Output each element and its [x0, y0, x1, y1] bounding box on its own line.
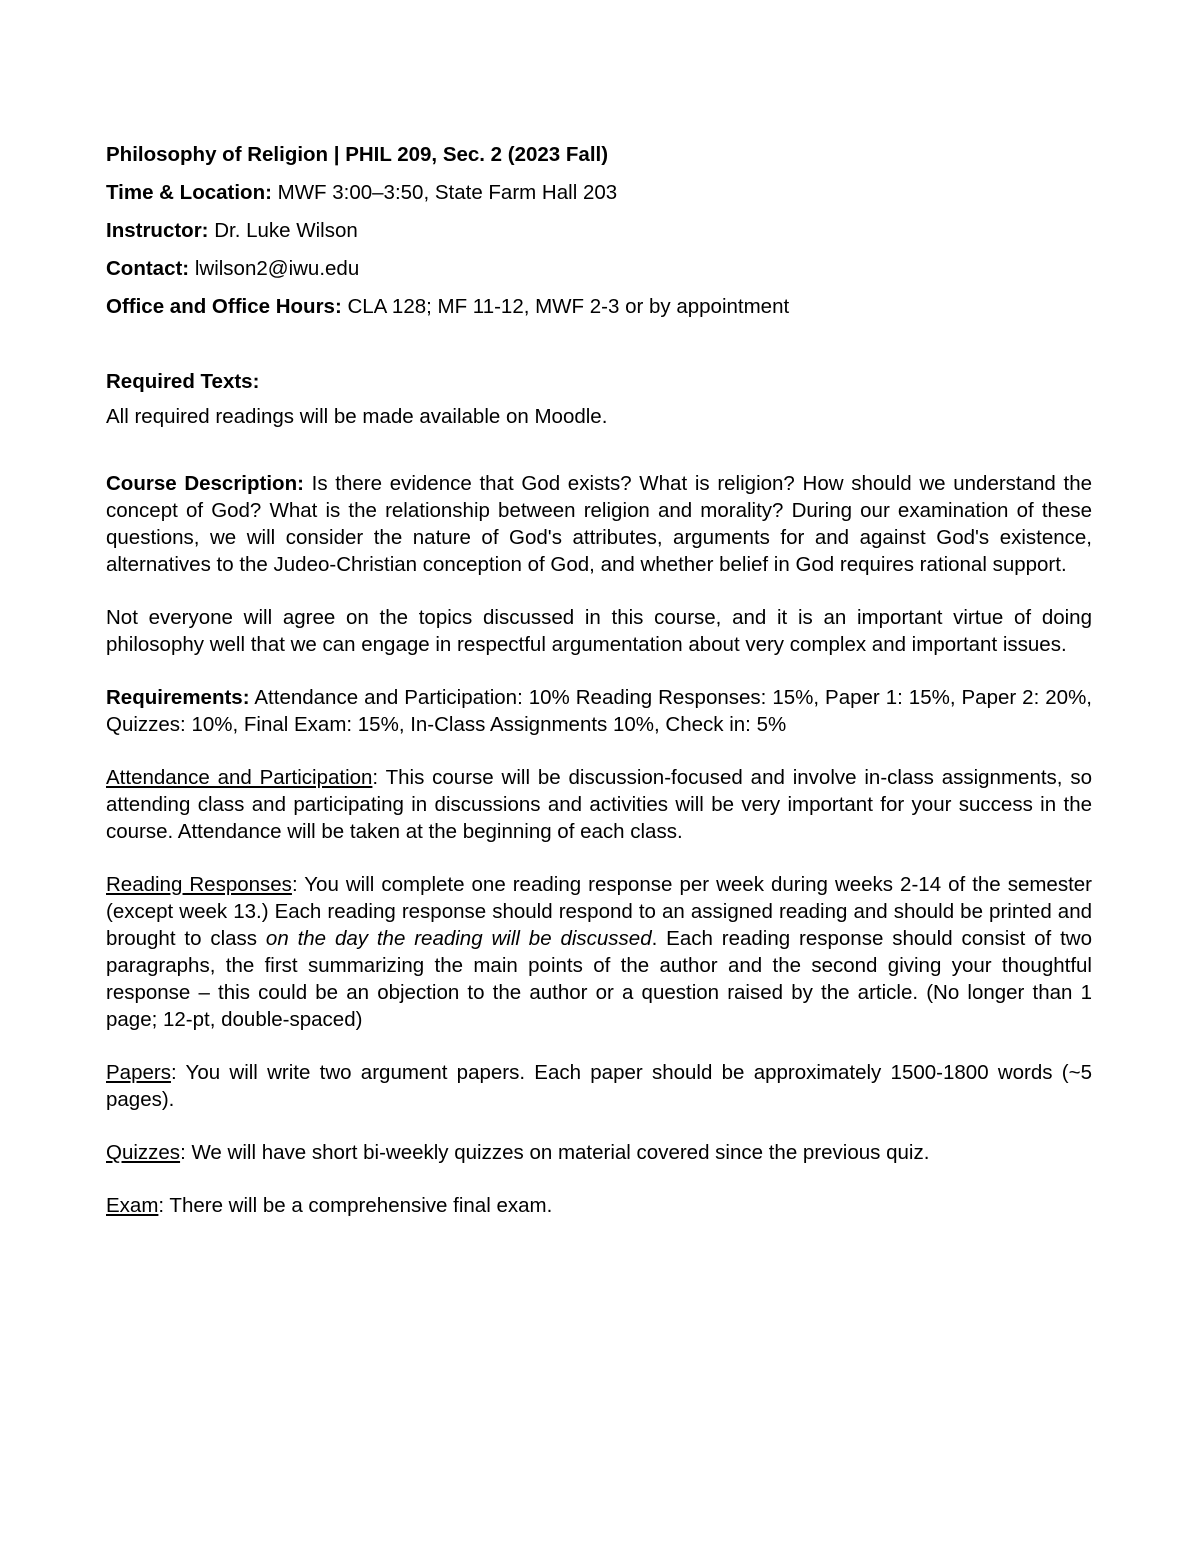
time-location-line: [106, 179, 1092, 206]
requirements-text: Attendance and Participation: 10% Reading Responses: 15%, Paper 1: 15%, Paper 2: 20%, Quizzes: 10%, Final Exam: 15%, In-Class Assignments 10%, Check in: 5%: [106, 686, 1092, 736]
office-hours-line: [106, 293, 1092, 320]
office-hours-value: CLA 128; MF 11-12, MWF 2-3 or by appointment: [341, 295, 790, 318]
attendance-paragraph: [106, 764, 1092, 845]
course-description-paragraph-2: Not everyone will agree on the topics discussed in this course, and it is an important virtue of doing philosophy well that we can engage in respectful argumentation about very complex and important issues.: [106, 606, 1092, 656]
contact-label: Contact:: [106, 257, 190, 280]
instructor-label: Instructor:: [106, 219, 209, 242]
reading-responses-text-b: . Each reading response should consist of two paragraphs, the first summarizing the main points of the author and the second giving your thoughtful response – this could be an objection to the author or a question raised by the article. (No longer than 1 page; 12-pt, double-spaced): [106, 927, 1093, 1031]
papers-label: Papers: [106, 1061, 171, 1084]
course-description-text: Is there evidence that God exists? What is religion? How should we understand the concept of God? What is the relationship between religion and morality? During our examination of these questions, we will consider the nature of God's attributes, arguments for and against God's existence, alternatives to the Judeo-Christian conception of God, and whether belief in God requires rational support.: [106, 472, 1093, 576]
exam-label: Exam: [106, 1194, 159, 1217]
quizzes-paragraph: [106, 1139, 1092, 1166]
required-texts-label: Required Texts:: [106, 370, 260, 393]
papers-text: : You will write two argument papers. Each paper should be approximately 1500-1800 words (~5 pages).: [106, 1061, 1092, 1111]
required-texts-heading: [106, 368, 1092, 395]
time-location-value: MWF 3:00–3:50, State Farm Hall 203: [271, 181, 618, 204]
reading-responses-italic: on the day the reading will be discussed: [265, 927, 652, 950]
instructor-value: Dr. Luke Wilson: [208, 219, 358, 242]
course-title: Philosophy of Religion | PHIL 209, Sec. 2 (2023 Fall): [106, 143, 609, 166]
requirements-paragraph: [106, 684, 1092, 738]
reading-responses-text-a: : You will complete one reading response per week during weeks 2-14 of the semester (except week 13.) Each reading response should respond to an assigned reading and should be printed and brought to class: [106, 873, 1093, 950]
time-location-label: Time & Location:: [106, 181, 272, 204]
papers-paragraph: [106, 1059, 1092, 1113]
exam-text: : There will be a comprehensive final exam.: [158, 1194, 553, 1217]
quizzes-text: : We will have short bi-weekly quizzes on material covered since the previous quiz.: [180, 1141, 930, 1164]
requirements-label: Requirements:: [106, 686, 250, 709]
attendance-label: Attendance and Participation: [106, 766, 373, 789]
course-title-line: [106, 141, 1092, 168]
quizzes-label: Quizzes: [106, 1141, 181, 1164]
required-texts-body: All required readings will be made available on Moodle.: [106, 405, 608, 428]
instructor-line: [106, 217, 1092, 244]
contact-line: [106, 255, 1092, 282]
syllabus-page: [106, 141, 1092, 1219]
reading-responses-paragraph: [106, 871, 1092, 1033]
attendance-text: : This course will be discussion-focused and involve in-class assignments, so attending class and participating in discussions and activities will be very important for your success in the course. Attendance will be taken at the beginning of each class.: [106, 766, 1092, 843]
reading-responses-label: Reading Responses: [106, 873, 292, 896]
contact-value: lwilson2@iwu.edu: [189, 257, 360, 280]
office-hours-label: Office and Office Hours:: [106, 295, 342, 318]
course-description-label: Course Description:: [106, 472, 304, 495]
course-description-paragraph: [106, 470, 1092, 578]
exam-paragraph: [106, 1192, 1092, 1219]
